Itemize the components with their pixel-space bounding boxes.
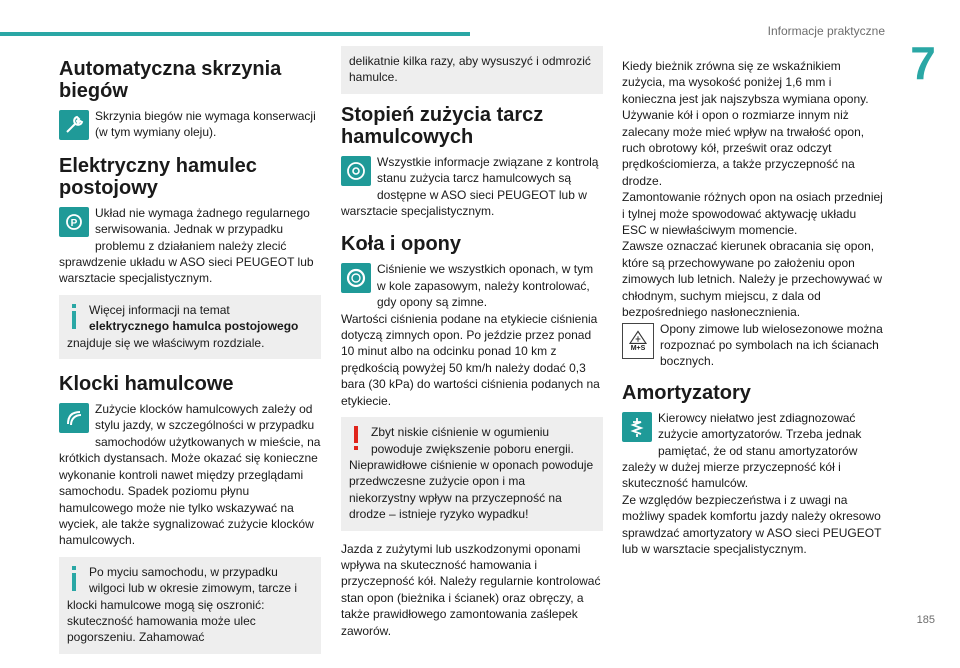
info-icon: [67, 304, 85, 330]
section-brake-discs: [341, 104, 603, 220]
section-title: Elektryczny hamulec postojowy: [59, 154, 257, 199]
warning-text: Zbyt niskie ciśnienie w ogumieniu powoduje zwiększenie poboru energii. Nieprawidłowe ciśnienie w oponach powoduje przedwczesne zużycie opon i ma niekorzystny wpływ na przyczepność na drodze – istnieje ryzyko wypadku!: [349, 425, 594, 522]
note-bold-text: elektrycznego hamulca postojowego: [89, 319, 299, 334]
column-3: [622, 58, 884, 571]
winter-tyre-note: [622, 321, 884, 370]
section-text: Ze względów bezpieczeństwa i z uwagi na możliwy spadek komfortu jazdy należy okresowo sprawdzać amortyzatory w ASO sieci PEUGEOT lub w warsztacie specjalistycznym.: [622, 492, 882, 556]
info-icon: [67, 566, 85, 592]
section-text: Zamontowanie różnych opon na osiach przedniej i tylnej może spowodować aktywację układu ESC w niewłaściwym momencie.: [622, 190, 883, 238]
section-text: Kiedy bieżnik zrówna się ze wskaźnikiem zużycia, ma wysokość poniżej 1,6 mm i konieczna jest jak najszybsza wymiana opony.: [622, 59, 869, 106]
svg-text:P: P: [70, 217, 78, 229]
shock-absorber-icon: [622, 412, 652, 442]
wrench-icon: [59, 110, 89, 140]
section-title: Koła i opony: [341, 233, 461, 256]
section-title: Automatyczna skrzynia biegów: [59, 58, 282, 102]
parking-brake-icon: [59, 207, 89, 237]
warning-icon: [349, 426, 367, 452]
section-text: Jazda z zużytymi lub uszkodzonymi oponami wpływa na skuteczność hamowania i przyczepność kół. Należy regularnie kontrolować stan opon (bieżnika i ścianek) oraz obręczy, a także prawidłowego zamontowania zaślepek zaworów.: [341, 541, 601, 638]
note-text: Więcej informacji na temat: [89, 302, 230, 317]
section-brake-pads: [59, 373, 321, 654]
section-text: Opony zimowe lub wielosezonowe można rozpoznać po symbolach na ich ścianach bocznych.: [660, 321, 883, 369]
section-text: Układ nie wymaga żadnego regularnego serwisowania. Jednak w przypadku problemu z działaniem należy zlecić sprawdzenie układu w ASO sieci PEUGEOT lub warsztacie specjalistycznym.: [59, 205, 314, 286]
header-accent-bar: [0, 32, 470, 36]
info-note: [59, 295, 321, 359]
note-text: delikatnie kilka razy, aby wysuszyć i odmrozić hamulce.: [349, 54, 591, 85]
ms-label: M+S: [630, 344, 646, 352]
section-text: Używanie kół i opon o rozmiarze innym niż zalecany może mieć wpływ na trwałość opon, ruch obrotowy kół, prześwit oraz odczyt prędkościomierza, a także przyczepność na drodze.: [622, 108, 865, 188]
warning-note: [341, 417, 603, 530]
section-text: Zawsze oznaczać kierunek obracania się opon, które są przechowywane po założeniu opon zimowych lub letnich. Należy je przechowywać w chłodnym, suchym miejscu, z dala od bezpośredniego nasłonecznienia.: [622, 239, 883, 320]
column-1: [59, 58, 321, 668]
page-number: 185: [916, 614, 935, 626]
section-header-title: Informacje praktyczne: [767, 24, 885, 38]
section-title: Amortyzatory: [622, 381, 751, 404]
snowflake-ms-icon: [622, 323, 654, 359]
section-title: Klocki hamulcowe: [59, 373, 234, 396]
brake-pad-icon: [59, 403, 89, 433]
section-shock-absorbers: [622, 382, 884, 558]
section-text: Skrzynia biegów nie wymaga konserwacji (w tym wymiany oleju).: [95, 109, 316, 140]
section-text: Kierowcy niełatwo jest zdiagnozować zużycie amortyzatorów. Trzeba jednak pamiętać, że od stanu amortyzatorów zależy w dużej mierze przyczepność kół i skuteczność hamulców.: [622, 410, 862, 491]
section-text: Wszystkie informacje związane z kontrolą stanu zużycia tarcz hamulcowych są dostępne w ASO sieci PEUGEOT lub w warsztacie specjalistycznym.: [341, 154, 599, 219]
info-note-continued: [341, 46, 603, 94]
section-title: Stopień zużycia tarcz hamulcowych: [341, 103, 544, 148]
note-text: znajduje się we właściwym rozdziale.: [67, 335, 265, 350]
tyre-icon: [341, 263, 371, 293]
note-text: Po myciu samochodu, w przypadku wilgoci lub w okresie zimowym, tarcze i klocki hamulcowe mogą się oszronić: skuteczność hamowania może ulec pogorszeniu. Zahamować: [67, 564, 298, 645]
chapter-number: 7: [910, 37, 936, 89]
section-text: Zużycie klocków hamulcowych zależy od stylu jazdy, w szczególności w przypadku samochodów użytkowanych w mieście, na krótkich dystansach. Może okazać się konieczne wykonanie kontroli nawet między przeglądami samochodu. Spadek poziomu płynu hamulcowego może nie tylko wskazywać na wyciek, ale także sygnalizować zużycie klocków hamulcowych.: [59, 402, 321, 548]
info-note: [59, 557, 321, 654]
section-wheels-tyres: [341, 233, 603, 639]
section-text: Ciśnienie we wszystkich oponach, w tym w kole zapasowym, należy kontrolować, gdy opony są zimne.: [377, 262, 594, 310]
section-parking-brake: [59, 155, 321, 359]
section-gearbox: [59, 58, 321, 141]
brake-disc-icon: [341, 156, 371, 186]
column-2: [341, 54, 603, 653]
section-text: Wartości ciśnienia podane na etykiecie ciśnienia dotyczą zimnych opon. Po jeździe przez ponad 10 minut albo na odcinku ponad 10 km z prędkością powyżej 50 km/h należy dodać 0,3 bara (30 kPa) do wartości ciśnienia podanych na etykiecie.: [341, 311, 600, 408]
